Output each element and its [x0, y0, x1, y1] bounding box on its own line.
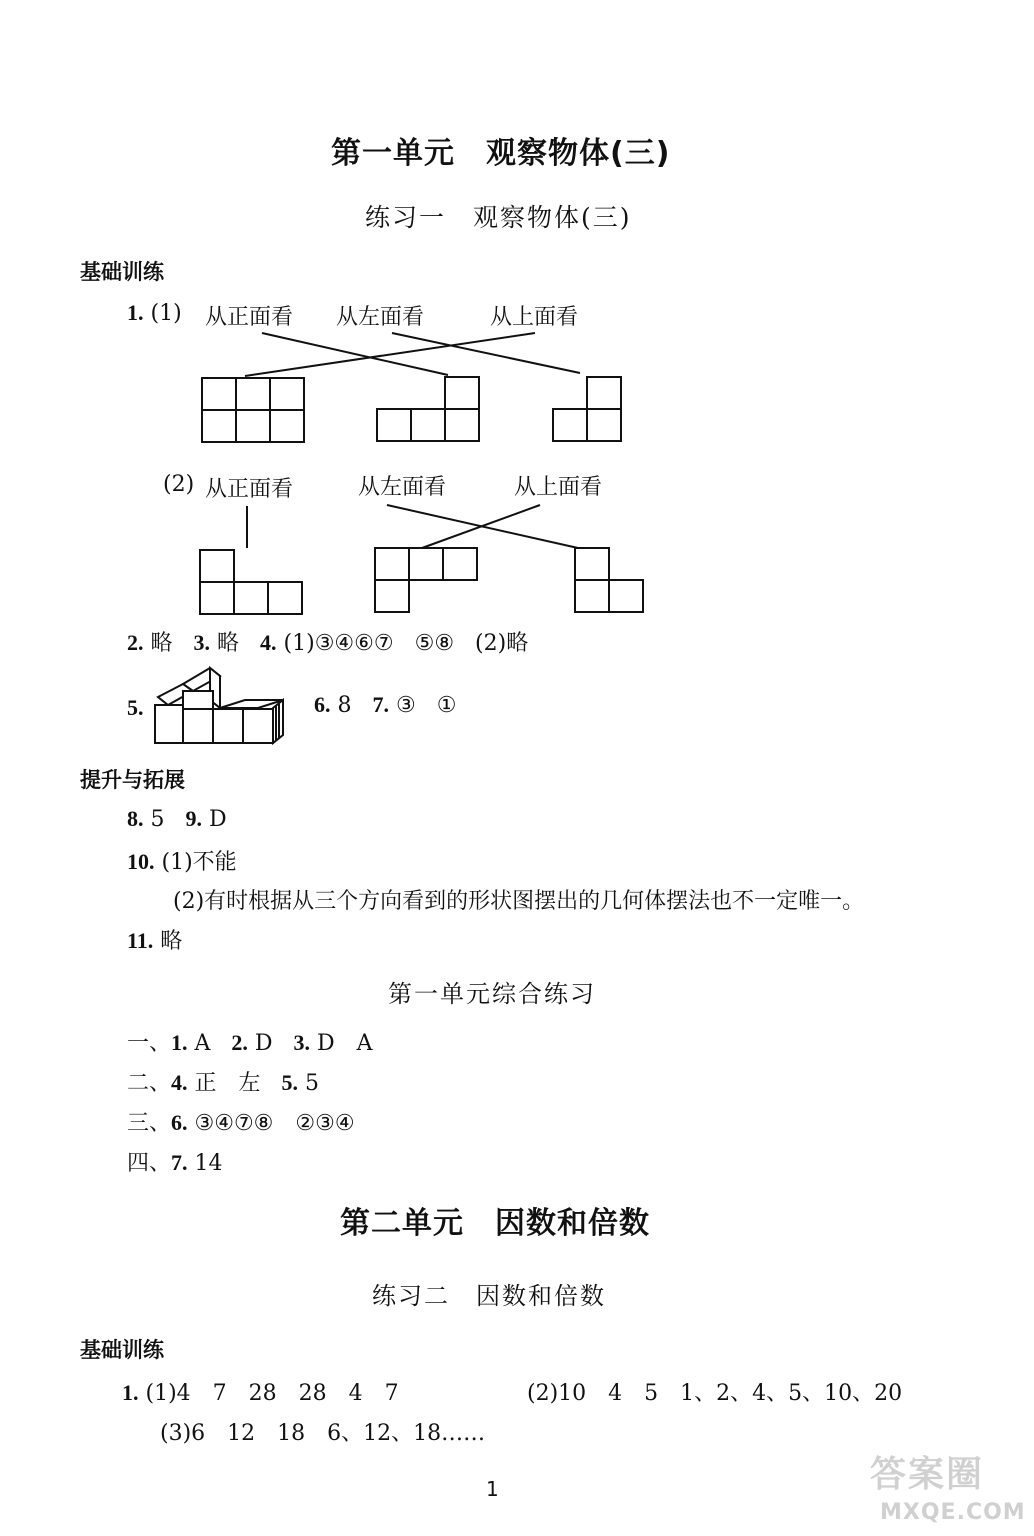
- review-row-prefix: 二、: [127, 1071, 172, 1096]
- unit2-title: 第二单元 因数和倍数: [340, 1206, 650, 1241]
- review-row-2: [127, 1066, 319, 1097]
- q6-7-row: [314, 692, 456, 718]
- review-row-4: [127, 1146, 223, 1177]
- review-item-number: 1.: [171, 1030, 188, 1055]
- q11-number: 11.: [127, 928, 154, 953]
- q10-row: [127, 845, 237, 876]
- q2-number: 2.: [127, 630, 144, 655]
- q11-row: [127, 924, 182, 955]
- q9-answer: D: [209, 807, 227, 832]
- review-item-number: 4.: [171, 1070, 188, 1095]
- q4-answer-2: ⑤⑧: [414, 631, 455, 656]
- review-title: 第一单元综合练习: [388, 980, 596, 1008]
- q2-4-row: [127, 626, 528, 657]
- review-item-number: 2.: [231, 1030, 248, 1055]
- q1-p2-label-top: 从上面看: [514, 475, 603, 500]
- review-row-3: [127, 1106, 355, 1137]
- review-item-answer: 正 左: [194, 1071, 261, 1096]
- q1-p1-label-front: 从正面看: [205, 305, 294, 330]
- section-label-advance: 提升与拓展: [80, 768, 185, 792]
- q11-answer: 略: [160, 929, 183, 954]
- review-item-number: 3.: [293, 1030, 311, 1055]
- unit2-q1-number: 1.: [122, 1380, 139, 1405]
- review-item-number: 5.: [281, 1070, 299, 1095]
- q10-number: 10.: [127, 849, 155, 874]
- review-row-prefix: 一、: [127, 1031, 172, 1056]
- q8-9-row: [127, 806, 227, 832]
- q1-p2-label-front: 从正面看: [205, 477, 294, 502]
- unit2-q1-row1: [122, 1376, 399, 1407]
- review-row-prefix: 三、: [127, 1111, 172, 1136]
- q8-number: 8.: [127, 806, 144, 831]
- q9-number: 9.: [185, 806, 202, 831]
- q1-p1-label-left: 从左面看: [336, 305, 425, 330]
- connector-line: [422, 505, 540, 548]
- q7-answer-2: ①: [436, 693, 457, 718]
- unit2-section-label-basic: 基础训练: [80, 1338, 164, 1362]
- unit2-q1-part1: (1)4 7 28 28 4 7: [145, 1381, 399, 1406]
- practice-title: 练习一 观察物体(三): [365, 203, 632, 232]
- review-item-answer: 14: [194, 1151, 223, 1176]
- watermark-url: MXQE.COM: [880, 1500, 1026, 1525]
- q5-number: 5.: [127, 695, 144, 720]
- review-item-number: 7.: [171, 1150, 188, 1175]
- page-number: 1: [486, 1477, 499, 1501]
- review-item-answer: ③④⑦⑧ ②③④: [194, 1111, 355, 1136]
- review-item-answer: A: [194, 1031, 211, 1056]
- q1-number: 1.: [127, 300, 144, 325]
- q3-answer: 略: [217, 631, 240, 656]
- q4-answer-3: (2)略: [475, 631, 529, 656]
- unit2-q1-part3: (3)6 12 18 6、12、18……: [160, 1421, 486, 1446]
- q7-number: 7.: [372, 692, 389, 717]
- grid-shape-l-left: [200, 550, 302, 614]
- section-label-basic: 基础训练: [80, 260, 164, 284]
- q10-answer-2: (2)有时根据从三个方向看到的形状图摆出的几何体摆法也不一定唯一。: [173, 889, 865, 914]
- q6-number: 6.: [314, 692, 331, 717]
- unit2-q1-part2: (2)10 4 5 1、2、4、5、10、20: [527, 1381, 903, 1406]
- q2-answer: 略: [150, 631, 173, 656]
- grid-shape-2x3: [202, 378, 304, 442]
- q4-answer-1: (1)③④⑥⑦: [283, 631, 394, 656]
- review-item-number: 6.: [171, 1110, 188, 1135]
- unit2-practice-title: 练习二 因数和倍数: [372, 1282, 606, 1310]
- q4-number: 4.: [260, 630, 277, 655]
- q3-number: 3.: [193, 630, 211, 655]
- q1-p2-label-left: 从左面看: [358, 475, 447, 500]
- q1-p1-prefix: (1): [150, 301, 182, 326]
- grid-shape-gamma: [375, 548, 477, 612]
- q8-answer: 5: [150, 807, 165, 832]
- grid-shape-step-left: [575, 548, 643, 612]
- q10-answer-1: (1)不能: [161, 850, 237, 875]
- grid-shape-step: [553, 377, 621, 441]
- q1-p2-prefix: (2): [163, 472, 195, 497]
- review-item-answer: 5: [305, 1071, 320, 1096]
- review-row-prefix: 四、: [127, 1151, 172, 1176]
- q1-p1-label-top: 从上面看: [490, 305, 579, 330]
- watermark-logo: 答案圈: [870, 1454, 985, 1495]
- q7-answer-1: ③: [396, 693, 416, 718]
- cube-figure: [155, 668, 283, 743]
- connector-line: [392, 333, 580, 373]
- review-item-answer: D A: [317, 1031, 373, 1056]
- unit-title: 第一单元 观察物体(三): [331, 136, 671, 171]
- review-item-answer: D: [254, 1031, 273, 1056]
- review-row-1: [127, 1026, 373, 1057]
- grid-shape-l-right: [377, 377, 479, 441]
- q6-answer: 8: [337, 693, 352, 718]
